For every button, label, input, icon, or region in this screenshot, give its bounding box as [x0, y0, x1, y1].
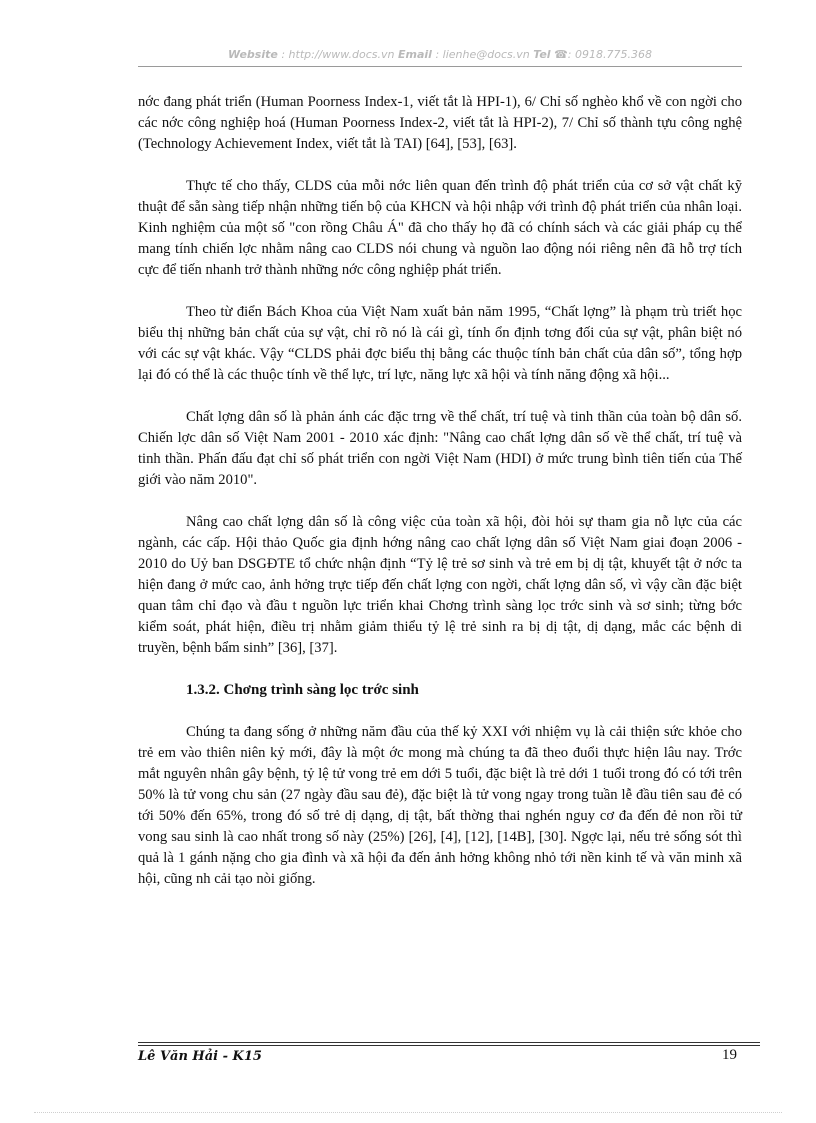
- email-value[interactable]: : lienhe@docs.vn: [435, 48, 530, 61]
- page-header: [138, 48, 742, 61]
- document-body: [138, 92, 742, 911]
- footer-author: Lê Văn Hải - K15: [138, 1049, 262, 1064]
- footer-divider-top: [138, 1042, 760, 1043]
- paragraph-6: Chúng ta đang sống ở những năm đầu của thế kỷ XXI với nhiệm vụ là cải thiện sức khỏe cho trẻ em vào thiên niên kỷ mới, đây là một ớc mong mà chúng ta đã theo đuổi thực hiện lâu nay. Trớc mắt nguyên nhân gây bệnh, tỷ lệ tử vong trẻ em dới 5 tuổi, đặc biệt là trẻ dới 1 tuổi trong đó có tới trên 50% là tử vong chu sản (27 ngày đầu sau đẻ), đặc biệt là tử vong ngay trong tuần lễ đầu tiên sau đẻ có tới 50% đến 65%, trong đó số trẻ dị dạng, dị tật, bất thờng thai nghén nguy cơ đa đến đẻ non rồi tử vong sau sinh là cao nhất trong số này (25%) [26], [4], [12], [14B], [30]. Ngợc lại, nếu trẻ sống sót thì quả là 1 gánh nặng cho gia đình và xã hội đa đến ảnh hởng không nhỏ tới nền kinh tế và văn minh xã hội, cũng nh cải tạo nòi giống.: [138, 724, 742, 887]
- paragraph-5: Nâng cao chất lợng dân số là công việc của toàn xã hội, đòi hỏi sự tham gia nỗ lực của các ngành, các cấp. Hội thảo Quốc gia định hớng nâng cao chất lợng dân số Việt Nam giai đoạn 2006 - 2010 do Uỷ ban DSGĐTE tổ chức nhận định “Tỷ lệ trẻ sơ sinh và trẻ em bị dị tật, khuyết tật ở nớc ta hiện đang ở mức cao, ảnh hởng trực tiếp đến chất lợng con ngời, chất lợng dân số, vì vậy cần đặc biệt quan tâm chỉ đạo và đầu t nguồn lực triển khai Chơng trình sàng lọc trớc sinh và sơ sinh; từng bớc kiểm soát, phát hiện, điều trị nhằm giảm thiểu tỷ lệ trẻ sinh ra bị dị tật, dị dạng, mắc các bệnh di truyền, bệnh bẩm sinh” [36], [37].: [138, 514, 742, 656]
- section-heading: 1.3.2. Chơng trình sàng lọc trớc sinh: [186, 682, 419, 698]
- tel-value: : 0918.775.368: [567, 48, 652, 61]
- website-label: Website: [228, 48, 278, 61]
- phone-icon: ☎: [554, 48, 568, 61]
- footer-divider-bottom: [138, 1045, 760, 1046]
- header-divider: [138, 66, 742, 67]
- page-number: 19: [722, 1047, 737, 1063]
- page-bottom-border: [34, 1112, 782, 1113]
- website-value[interactable]: : http://www.docs.vn: [281, 48, 395, 61]
- paragraph-2: Thực tế cho thấy, CLDS của mỗi nớc liên quan đến trình độ phát triển của cơ sở vật chất kỹ thuật để sẵn sàng tiếp nhận những tiến bộ của KHCN và hội nhập với trình độ phát triển của nhân loại. Kinh nghiệm của một số "con rồng Châu Á" đã cho thấy họ đã có chính sách và các giải pháp cụ thể mang tính chiến lợc nhằm nâng cao CLDS nói chung và nguồn lao động nói riêng nên đã hỗ trợ tích cực để tiến nhanh trở thành những nớc công nghiệp phát triển.: [138, 178, 742, 278]
- paragraph-3: Theo từ điển Bách Khoa của Việt Nam xuất bản năm 1995, “Chất lợng” là phạm trù triết học biểu thị những bản chất của sự vật, chỉ rõ nó là cái gì, tính ổn định tơng đối của sự vật, phân biệt nó với các sự vật khác. Vậy “CLDS phải đợc biểu thị bằng các thuộc tính bản chất của dân số”, tổng hợp lại đó có thể là các thuộc tính về thể lực, trí lực, năng lực xã hội và tính năng động xã hội...: [138, 304, 742, 383]
- paragraph-1: nớc đang phát triển (Human Poorness Index-1, viết tắt là HPI-1), 6/ Chỉ số nghèo khổ về con ngời cho các nớc công nghiệp hoá (Human Poorness Index-2, viết tắt là HPI-2), 7/ Chỉ số thành tựu công nghệ (Technology Achievement Index, viết tắt là TAI) [64], [53], [63].: [138, 94, 742, 152]
- tel-label: Tel: [533, 48, 551, 61]
- email-label: Email: [398, 48, 432, 61]
- paragraph-4: Chất lợng dân số là phản ánh các đặc trng về thể chất, trí tuệ và tinh thần của toàn bộ dân số. Chiến lợc dân số Việt Nam 2001 - 2010 xác định: "Nâng cao chất lợng dân số về thể chất, trí tuệ và tinh thần. Phấn đấu đạt chỉ số phát triển con ngời Việt Nam (HDI) ở mức trung bình tiên tiến của Thế giới vào năm 2010".: [138, 409, 742, 488]
